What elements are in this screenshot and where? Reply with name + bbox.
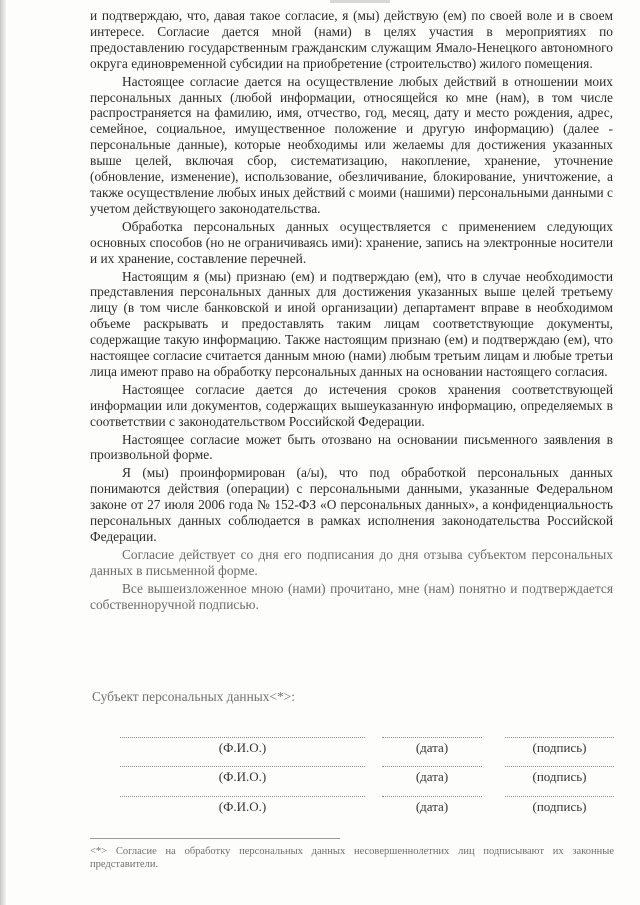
footnote-divider: [90, 838, 340, 839]
paragraph-third-parties: Настоящим я (мы) признаю (ем) и подтверждаю (ем), что в случае необходимости представления персональных данных для достижения указанных выше целей третьему лицу (в том числе банковской и иной организации) департамент вправе в необходимом объеме раскрывать и предоставлять таким лицам соответствующие документы, содержащие такую информацию. Также настоящим признаю (ем) и подтверждаю (ем), что настоящее согласие считается данным мною (нами) любым третьим лицам и любые третьи лица имеют право на обработку персональных данных на основании настоящего согласия.: [90, 268, 613, 379]
sign-caption: (подпись): [532, 799, 587, 814]
name-line[interactable]: [120, 796, 365, 797]
paragraph-informed: Я (мы) проинформирован (а/ы), что под обработкой персональных данных понимаются действия (операции) с персональными данными, указанные Федеральном законе от 27 июля 2006 года № 152-ФЗ «О персональных данных», а конфиденциальность персональных данных соблюдается в рамках исполнения законодательства Российской Федерации.: [90, 465, 613, 544]
name-caption: (Ф.И.О.): [218, 769, 267, 784]
paragraph-confirmation: Все вышеизложенное мною (нами) прочитано, мне (нам) понятно и подтверждается собственноручной подписью.: [90, 580, 613, 612]
scan-edge: [0, 0, 6, 905]
scan-artifact: [330, 0, 390, 3]
name-caption: (Ф.И.О.): [218, 740, 267, 755]
signature-row: [120, 796, 614, 826]
signature-row: [120, 737, 614, 767]
date-line[interactable]: [382, 737, 482, 738]
consent-body: [90, 8, 613, 615]
subject-label: Субъект персональных данных<*>:: [92, 689, 295, 704]
paragraph-term: Настоящее согласие дается до истечения сроков хранения соответствующей информации или документов, содержащих вышеуказанную информацию, определяемых в соответствии с законодательством Российской Федерации.: [90, 381, 613, 429]
sign-caption: (подпись): [532, 740, 587, 755]
signature-row: [120, 766, 614, 796]
name-caption: (Ф.И.О.): [218, 799, 267, 814]
name-line[interactable]: [120, 766, 365, 767]
sign-line[interactable]: [505, 737, 614, 738]
sign-caption: (подпись): [532, 769, 587, 784]
date-caption: (дата): [415, 740, 449, 755]
paragraph-revocation: Настоящее согласие может быть отозвано на основании письменного заявления в произвольной форме.: [90, 431, 613, 463]
sign-line[interactable]: [505, 766, 614, 767]
sign-line[interactable]: [505, 796, 614, 797]
paragraph-validity: Согласие действует со дня его подписания до дня отзыва субъектом персональных данных в письменной форме.: [90, 546, 613, 578]
date-line[interactable]: [382, 766, 482, 767]
date-line[interactable]: [382, 796, 482, 797]
name-line[interactable]: [120, 737, 365, 738]
paragraph-processing-methods: Обработка персональных данных осуществляется с применением следующих основных способов (но не ограничиваясь ими): хранение, запись на электронные носители и их хранение, составление перечней.: [90, 218, 613, 266]
paragraph-consent-purpose: и подтверждаю, что, давая такое согласие, я (мы) действую (ем) по своей воле и в своем интересе. Согласие дается мной (нами) в целях участия в мероприятиях по предоставлению государственным гражданским служащим Ямало-Ненецкого автономного округа единовременной субсидии на приобретение (строительство) жилого помещения.: [90, 8, 613, 71]
footnote: <*> Согласие на обработку персональных данных несовершеннолетних лиц подписывают их законные представители.: [90, 846, 614, 870]
date-caption: (дата): [415, 799, 449, 814]
paragraph-scope: Настоящее согласие дается на осуществление любых действий в отношении моих персональных данных (любой информации, относящейся ко мне (нам), в том числе распространяется на фамилию, имя, отчество, год, месяц, дату и место рождения, адрес, семейное, социальное, имущественное положение и другую информацию) (далее - персональные данные), которые необходимы или желаемы для достижения указанных выше целей, включая сбор, систематизацию, накопление, хранение, уточнение (обновление, изменение), использование, обезличивание, блокирование, уничтожение, а также осуществление любых иных действий с моими (нашими) персональными данными с учетом действующего законодательства.: [90, 73, 613, 216]
date-caption: (дата): [415, 769, 449, 784]
